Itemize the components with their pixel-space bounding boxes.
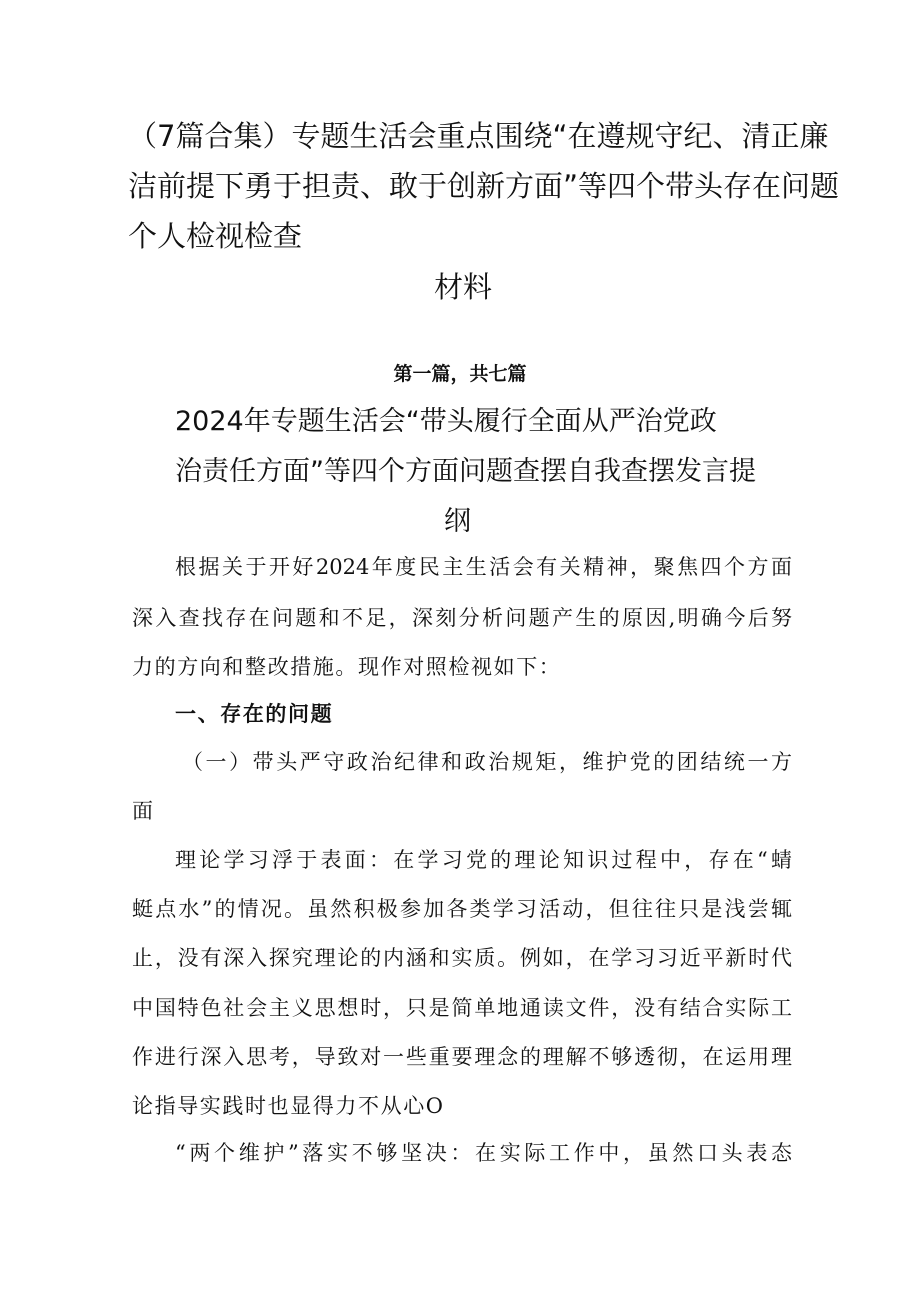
section-heading-problems: 一、存在的问题 <box>175 701 334 726</box>
subsection-heading-line-2: 面 <box>132 799 155 823</box>
body-line-9: 止，没有深入探究理论的内涵和实质。例如，在学习习近平新时代 <box>132 946 792 970</box>
main-title-line-2: 洁前提下勇于担责、敢于创新方面”等四个带头存在问题 <box>128 169 840 203</box>
body-line-11: 作进行深入思考，导致对一些重要理念的理解不够透彻，在运用理 <box>132 1045 792 1069</box>
subsection-heading-line-1: （一）带头严守政治纪律和政治规矩，维护党的团结统一方 <box>182 750 792 774</box>
body-line-7: 理论学习浮于表面：在学习党的理论知识过程中，存在“蜻 <box>175 848 792 872</box>
body-line-12: 论指导实践时也显得力不从心O <box>132 1094 445 1118</box>
body-line-10: 中国特色社会主义思想时，只是简单地通读文件，没有结合实际工 <box>132 996 792 1020</box>
main-title-line-1: （7篇合集）专题生活会重点围绕“在遵规守纪、清正廉 <box>128 119 829 153</box>
body-line-3: 力的方向和整改措施。现作对照检视如下： <box>132 655 562 679</box>
section-title-line-2: 治责任方面”等四个方面问题查摆自我查摆发言提 <box>175 456 756 487</box>
body-line-8: 蜓点水”的情况。虽然积极参加各类学习活动，但往往只是浅尝辄 <box>132 897 792 921</box>
main-title-line-4: 材料 <box>434 270 493 304</box>
part-label: 第一篇，共七篇 <box>393 363 527 385</box>
body-line-1: 根据关于开好2024年度民主生活会有关精神，聚焦四个方面 <box>175 555 792 579</box>
body-line-2: 深入查找存在问题和不足，深刻分析问题产生的原因,明确今后努 <box>132 606 792 630</box>
main-title-line-3: 个人检视检查 <box>128 219 303 253</box>
body-line-13: “两个维护”落实不够坚决：在实际工作中，虽然口头表态 <box>175 1141 792 1165</box>
section-title-line-3: 纲 <box>444 506 471 537</box>
section-title-line-1: 2024年专题生活会“带头履行全面从严治党政 <box>175 406 717 437</box>
